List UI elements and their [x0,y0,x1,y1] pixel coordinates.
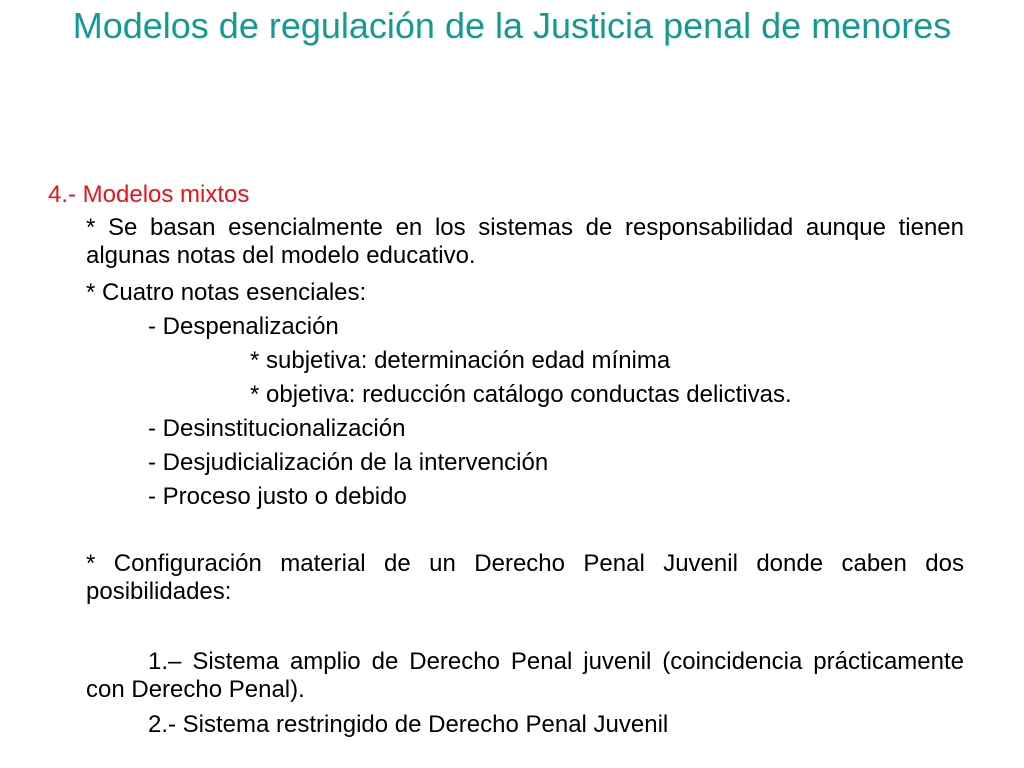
list-item-desjudicializacion: - Desjudicialización de la intervención [148,449,549,476]
sub-item-subjetiva: * subjetiva: determinación edad mínima [250,347,671,374]
slide-title: Modelos de regulación de la Justicia penal de menores [72,5,952,46]
paragraph-responsabilidad: * Se basan esencialmente en los sistemas de responsabilidad aunque tienen algunas notas del modelo educativo. [86,214,964,269]
notes-intro: * Cuatro notas esenciales: [86,279,367,306]
list-item-despenalizacion: - Despenalización [148,313,339,340]
section-heading: 4.- Modelos mixtos [48,181,250,208]
list-item-desinstitucionalizacion: - Desinstitucionalización [148,415,406,442]
sub-item-objetiva: * objetiva: reducción catálogo conductas delictivas. [250,381,792,408]
list-item-proceso: - Proceso justo o debido [148,483,407,510]
option-sistema-amplio: 1.– Sistema amplio de Derecho Penal juvenil (coincidencia prácticamente con Derecho Penal). [86,648,964,703]
paragraph-configuracion: * Configuración material de un Derecho Penal Juvenil donde caben dos posibilidades: [86,550,964,605]
option-sistema-restringido: 2.- Sistema restringido de Derecho Penal Juvenil [148,711,669,738]
